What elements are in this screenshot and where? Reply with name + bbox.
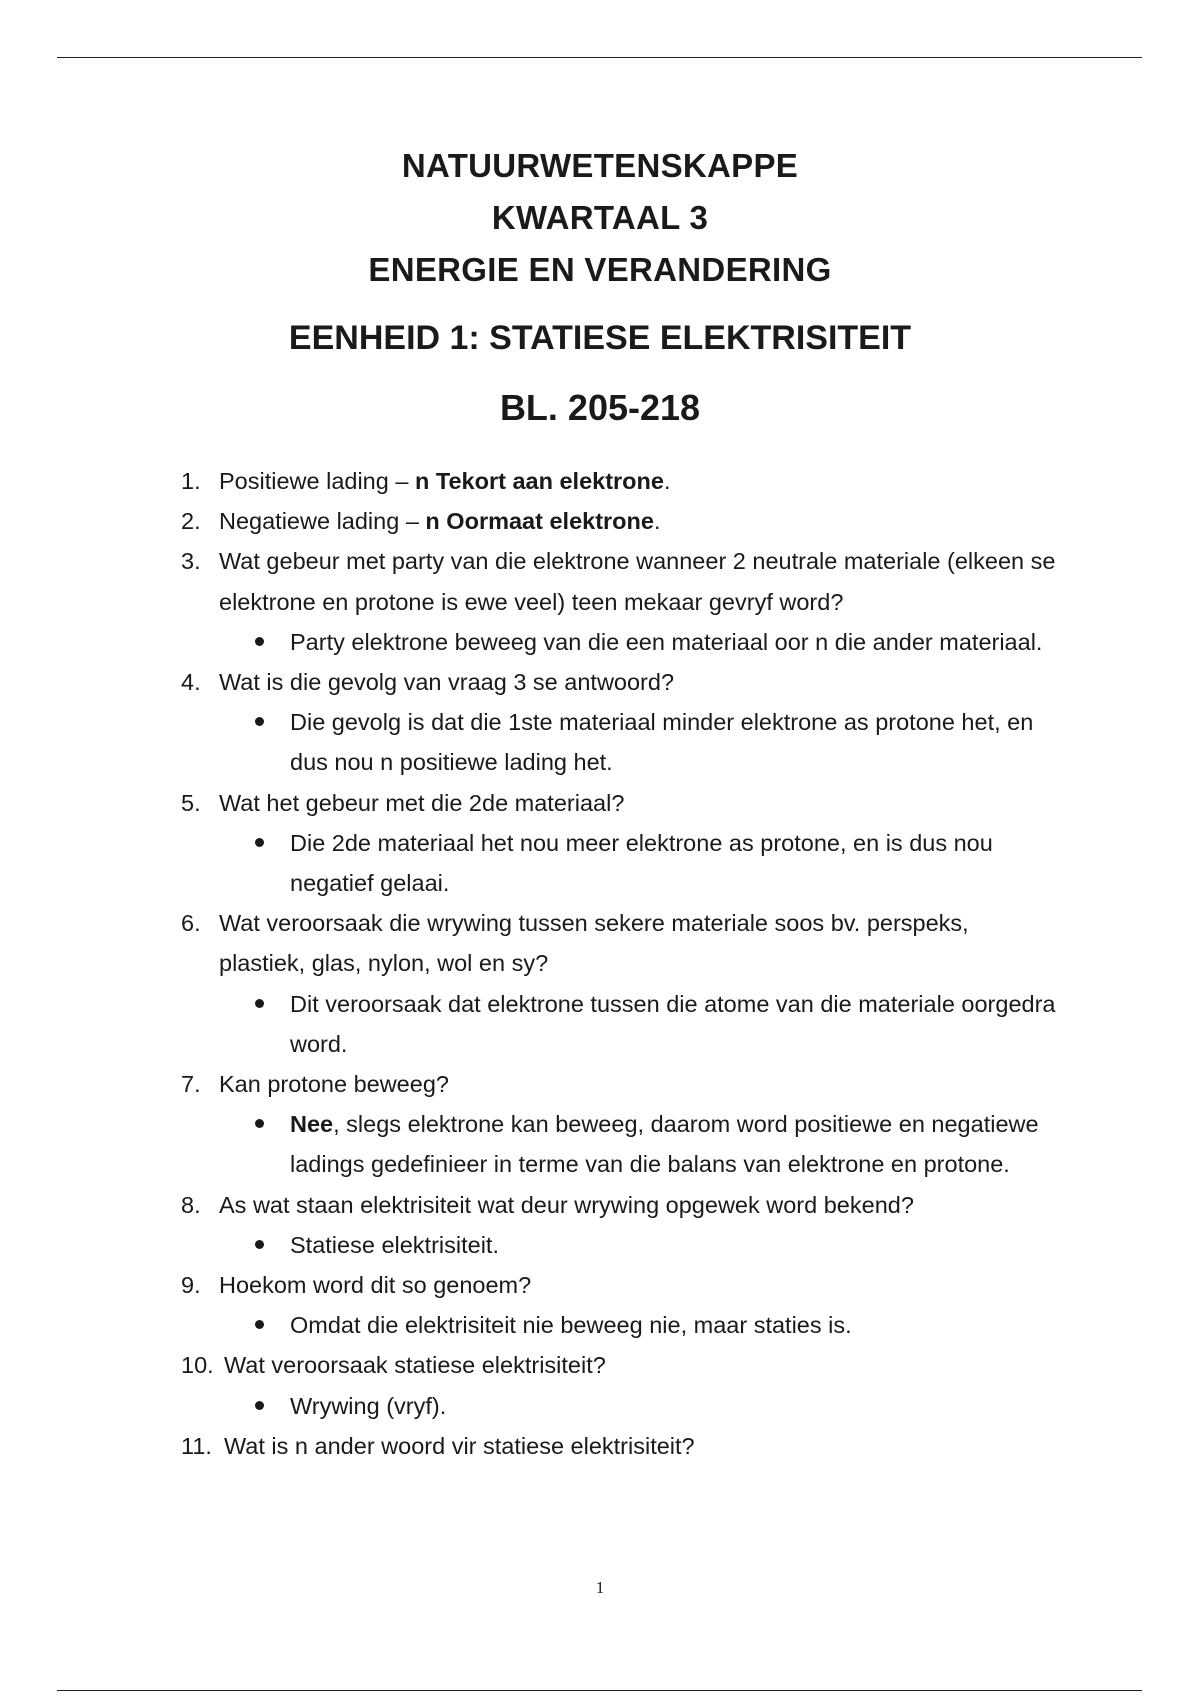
answer-text: Die 2de materiaal het nou meer elektrone as protone, en is dus nou negatief gelaai. bbox=[290, 829, 993, 897]
answer bbox=[181, 984, 1061, 1064]
topic-title: ENERGIE EN VERANDERING bbox=[368, 251, 832, 288]
question-text: Wat is die gevolg van vraag 3 se antwoord? bbox=[219, 669, 675, 696]
answer-text: Nee, slegs elektrone kan beweeg, daarom word positiewe en negatiewe ladings gedefinieer in terme van die balans van elektrone en protone. bbox=[290, 1111, 1039, 1178]
subject-title: NATUURWETENSKAPPE bbox=[401, 147, 799, 184]
question-text: Hoekom word dit so genoem? bbox=[219, 1272, 532, 1299]
page-number: 1 bbox=[595, 1578, 605, 1597]
question-text: Wat veroorsaak die wrywing tussen sekere materiale soos bv. perspeks, plastiek, glas, nylon, wol en sy? bbox=[219, 910, 969, 977]
list-item bbox=[181, 501, 1061, 541]
question-text: As wat staan elektrisiteit wat deur wrywing opgewek word bekend? bbox=[219, 1191, 914, 1218]
question-number: 11. bbox=[181, 1432, 212, 1459]
answer-text: Party elektrone beweeg van die een materiaal oor n die ander materiaal. bbox=[290, 628, 1043, 655]
question bbox=[181, 1345, 1061, 1385]
page-range: BL. 205-218 bbox=[499, 387, 701, 428]
question-number: 6. bbox=[181, 910, 201, 937]
item-number: 2. bbox=[181, 508, 201, 535]
top-rule bbox=[57, 57, 1142, 58]
question-text: Wat veroorsaak statiese elektrisiteit? bbox=[224, 1352, 606, 1379]
answer bbox=[181, 622, 1061, 662]
list-item bbox=[181, 461, 1061, 501]
question-number: 9. bbox=[181, 1272, 201, 1299]
question-text: Kan protone beweeg? bbox=[219, 1071, 449, 1098]
document-header bbox=[0, 140, 1200, 431]
item-text: Positiewe lading – n Tekort aan elektrone. bbox=[219, 468, 671, 494]
question bbox=[181, 783, 1061, 823]
question bbox=[181, 1185, 1061, 1225]
answer bbox=[181, 823, 1061, 903]
question-number: 5. bbox=[181, 789, 201, 816]
item-number: 1. bbox=[181, 468, 201, 494]
answer-text: Wrywing (vryf). bbox=[290, 1392, 447, 1419]
item-text: Negatiewe lading – n Oormaat elektrone. bbox=[219, 508, 661, 535]
answer-text: Statiese elektrisiteit. bbox=[290, 1231, 499, 1258]
question-number: 7. bbox=[181, 1071, 201, 1098]
unit-title: EENHEID 1: STATIESE ELEKTRISITEIT bbox=[288, 319, 912, 357]
question-number: 4. bbox=[181, 669, 201, 696]
bottom-rule bbox=[57, 1690, 1142, 1691]
answer-text: Dit veroorsaak dat elektrone tussen die atome van die materiale oorgedra word. bbox=[290, 990, 1056, 1057]
answer-text: Omdat die elektrisiteit nie beweeg nie, maar staties is. bbox=[290, 1312, 852, 1339]
question-number: 3. bbox=[181, 548, 201, 575]
question bbox=[181, 1265, 1061, 1305]
question bbox=[181, 1064, 1061, 1104]
answer bbox=[181, 1225, 1061, 1265]
question-list bbox=[181, 461, 1061, 1466]
answer bbox=[181, 1305, 1061, 1345]
answer bbox=[181, 702, 1061, 782]
question bbox=[181, 541, 1061, 621]
question-number: 10. bbox=[181, 1352, 214, 1379]
question-number: 8. bbox=[181, 1191, 201, 1218]
question-text: Wat gebeur met party van die elektrone wanneer 2 neutrale materiale (elkeen se elektrone en protone is ewe veel) teen mekaar gevryf word? bbox=[219, 548, 1056, 615]
question-text: Wat is n ander woord vir statiese elektrisiteit? bbox=[224, 1432, 695, 1459]
answer-text: Die gevolg is dat die 1ste materiaal minder elektrone as protone het, en dus nou n positiewe lading het. bbox=[290, 709, 1034, 776]
answer bbox=[181, 1386, 1061, 1426]
question bbox=[181, 1426, 1061, 1466]
question bbox=[181, 903, 1061, 983]
question bbox=[181, 662, 1061, 702]
answer bbox=[181, 1104, 1061, 1184]
question-text: Wat het gebeur met die 2de materiaal? bbox=[219, 789, 625, 816]
term-title: KWARTAAL 3 bbox=[491, 199, 709, 236]
